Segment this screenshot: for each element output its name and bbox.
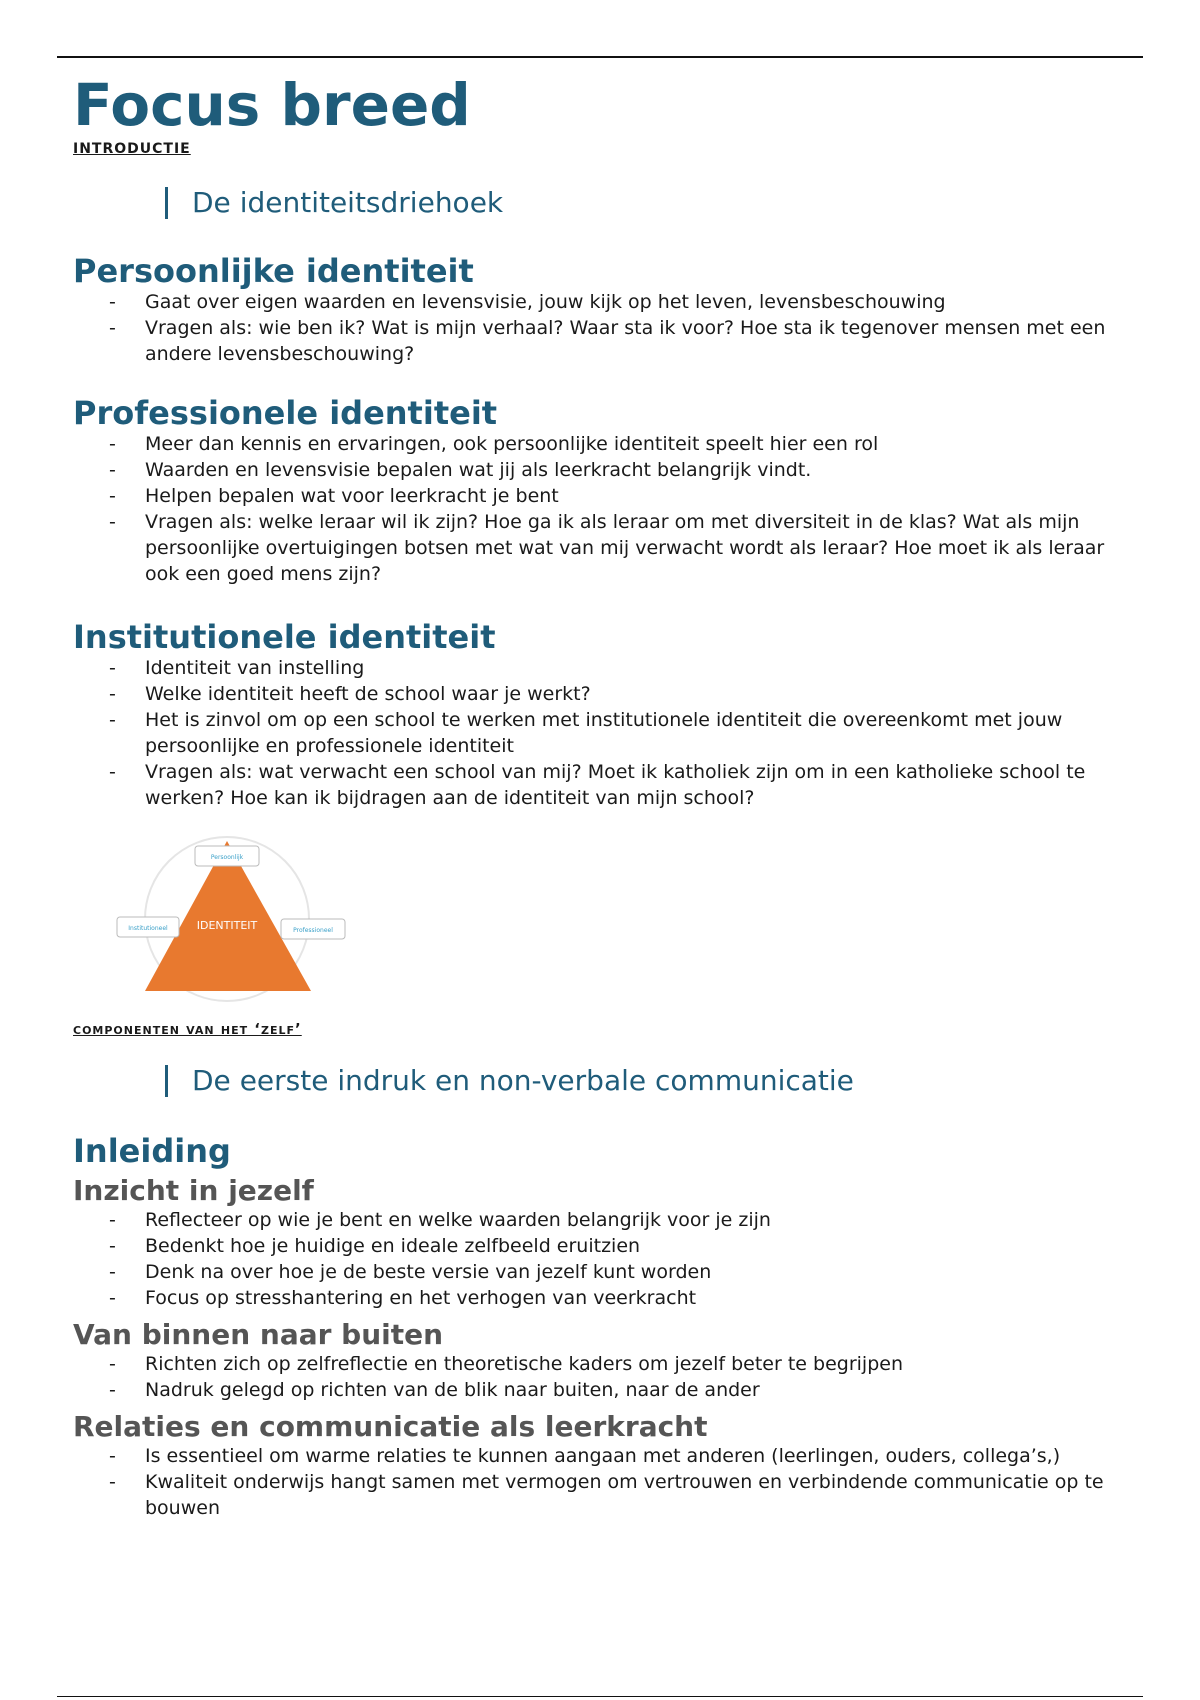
institutional-identity-list — [73, 655, 1133, 811]
list-item: - Helpen bepalen wat voor leerkracht je bent — [73, 483, 1133, 509]
list-item: - Identiteit van instelling — [73, 655, 1133, 681]
personal-identity-heading: Persoonlijke identiteit — [73, 252, 474, 290]
components-heading-wrap — [73, 1019, 1133, 1039]
list-item: - Vragen als: welke leraar wil ik zijn? Hoe ga ik als leraar om met diversiteit in de klas? Wat als mijn persoonlijke overtuigingen botsen met wat van mij verwacht wordt als leraar? Hoe moet ik als leraar ook een goed mens zijn? — [73, 509, 1133, 587]
inzicht-heading: Inzicht in jezelf — [73, 1174, 314, 1207]
list-item: - Is essentieel om warme relaties te kunnen aangaan met anderen (leerlingen, ouders, collega’s,) — [73, 1443, 1133, 1469]
identity-triangle-svg — [115, 831, 347, 1003]
list-item: - Vragen als: wat verwacht een school van mij? Moet ik katholiek zijn om in een katholieke school te werken? Hoe kan ik bijdragen aan de identiteit van mijn school? — [73, 759, 1133, 811]
diagram-top-label: Persoonlijk — [210, 854, 244, 861]
binnen-buiten-list — [73, 1351, 1133, 1403]
list-item: - Nadruk gelegd op richten van de blik naar buiten, naar de ander — [73, 1377, 1133, 1403]
bottom-rule — [57, 1696, 1143, 1697]
list-item: - Kwaliteit onderwijs hangt samen met vermogen om vertrouwen en verbindende communicatie op te bouwen — [73, 1469, 1133, 1521]
professional-identity-heading: Professionele identiteit — [73, 394, 498, 432]
top-rule — [57, 56, 1143, 58]
binnen-buiten-heading: Van binnen naar buiten — [73, 1318, 444, 1351]
list-item: - Waarden en levensvisie bepalen wat jij als leerkracht belangrijk vindt. — [73, 457, 1133, 483]
diagram-center-label: IDENTITEIT — [196, 919, 258, 932]
list-item: - Het is zinvol om op een school te werken met institutionele identiteit die overeenkomt met jouw persoonlijke en professionele identiteit — [73, 707, 1133, 759]
list-item: - Welke identiteit heeft de school waar je werkt? — [73, 681, 1133, 707]
diagram-left-label: Institutioneel — [128, 925, 168, 932]
inleiding-heading: Inleiding — [73, 1132, 231, 1170]
document-page — [73, 72, 1133, 1521]
first-impression-banner: De eerste indruk en non-verbale communicatie — [165, 1065, 1133, 1097]
identity-triangle-diagram — [115, 831, 347, 1003]
identity-triangle-banner: De identiteitsdriehoek — [165, 187, 1133, 219]
list-item: - Reflecteer op wie je bent en welke waarden belangrijk voor je zijn — [73, 1207, 1133, 1233]
relaties-list — [73, 1443, 1133, 1521]
document-title: Focus breed — [73, 71, 471, 139]
intro-heading: INTRODUCTIE — [73, 141, 191, 157]
personal-identity-list — [73, 289, 1133, 367]
relaties-heading: Relaties en communicatie als leerkracht — [73, 1410, 708, 1443]
diagram-right-label: Professioneel — [293, 927, 333, 934]
institutional-identity-heading: Institutionele identiteit — [73, 618, 496, 656]
list-item: - Bedenkt hoe je huidige en ideale zelfbeeld eruitzien — [73, 1233, 1133, 1259]
list-item: - Richten zich op zelfreflectie en theoretische kaders om jezelf beter te begrijpen — [73, 1351, 1133, 1377]
list-item: - Denk na over hoe je de beste versie van jezelf kunt worden — [73, 1259, 1133, 1285]
inzicht-list — [73, 1207, 1133, 1311]
components-heading: componenten van het ‘zelf’ — [73, 1020, 302, 1038]
list-item: - Meer dan kennis en ervaringen, ook persoonlijke identiteit speelt hier een rol — [73, 431, 1133, 457]
list-item: - Focus op stresshantering en het verhogen van veerkracht — [73, 1285, 1133, 1311]
list-item: - Vragen als: wie ben ik? Wat is mijn verhaal? Waar sta ik voor? Hoe sta ik tegenover mensen met een andere levensbeschouwing? — [73, 315, 1133, 367]
professional-identity-list — [73, 431, 1133, 587]
list-item: - Gaat over eigen waarden en levensvisie, jouw kijk op het leven, levensbeschouwing — [73, 289, 1133, 315]
